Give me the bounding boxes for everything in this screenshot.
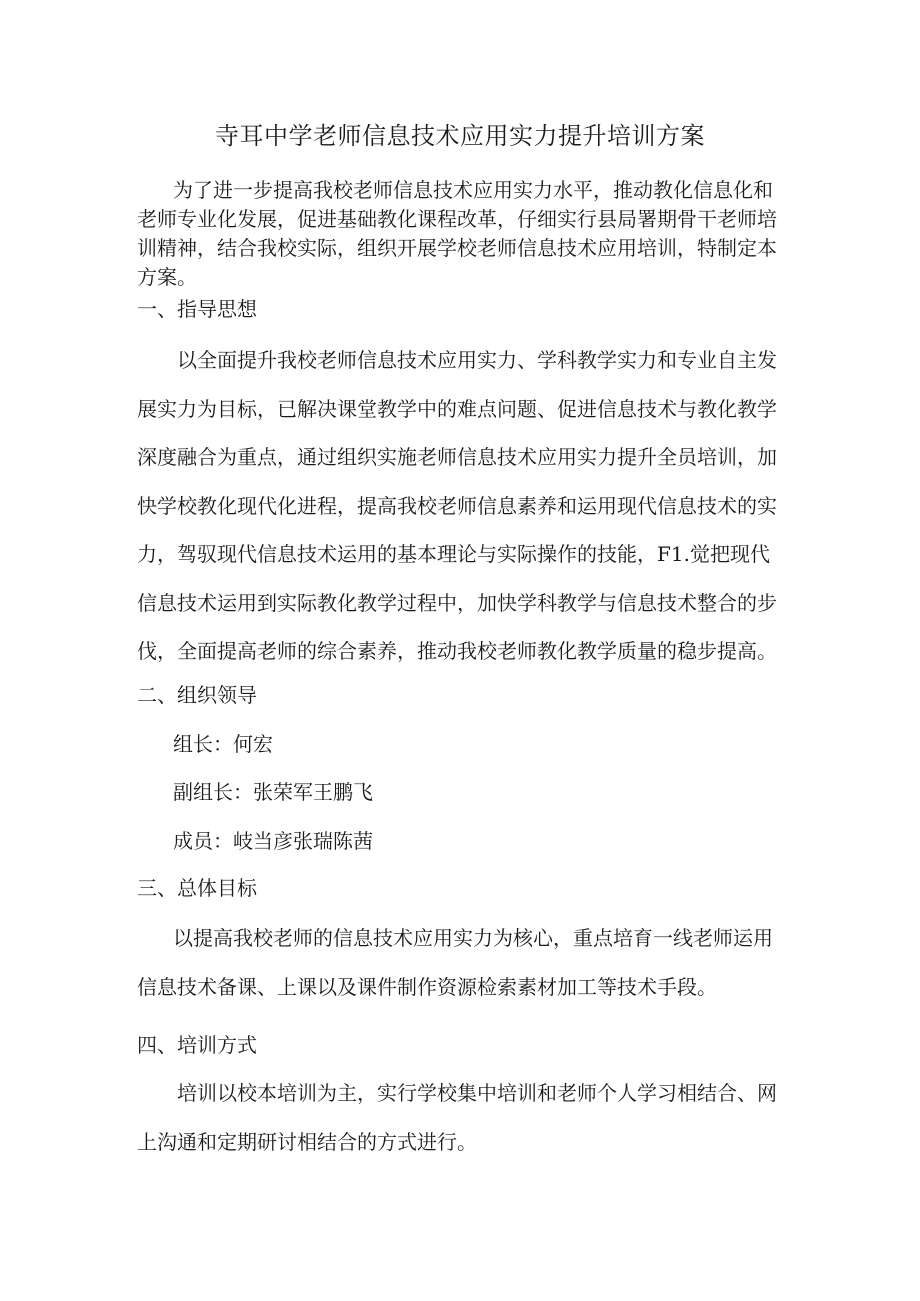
section-body-training-method: 培训以校本培训为主，实行学校集中培训和老师个人学习相结合、网上沟通和定期研讨相结合的方式进行。	[137, 1081, 777, 1154]
section-heading-overall-goal: 三、总体目标	[137, 876, 257, 900]
member-leader: 组长：何宏	[173, 732, 273, 756]
intro-paragraph: 为了进一步提高我校老师信息技术应用实力水平，推动教化信息化和老师专业化发展，促进基础教化课程改革，仔细实行县局署期骨干老师培训精神，结合我校实际，组织开展学校老师信息技术应用培训，特制定本方案。	[137, 178, 777, 289]
section-heading-training-method: 四、培训方式	[137, 1033, 257, 1057]
section-body-guiding-ideology: 以全面提升我校老师信息技术应用实力、学科教学实力和专业自主发展实力为目标，已解决课堂教学中的难点问题、促进信息技术与教化教学深度融合为重点，通过组织实施老师信息技术应用实力提升全员培训，加快学校教化现代化进程，提高我校老师信息素养和运用现代信息技术的实力，驾驭现代信息技术运用的基本理论与实际操作的技能，F1.觉把现代信息技术运用到实际教化教学过程中，加快学科教学与信息技术整合的步伐，全面提高老师的综合素养，推动我校老师教化教学质量的稳步提高。	[137, 348, 777, 663]
member-members: 成员：岐当彦张瑞陈茜	[173, 829, 373, 853]
section-heading-organization: 二、组织领导	[137, 683, 257, 707]
document-title: 寺耳中学老师信息技术应用实力提升培训方案	[215, 122, 705, 150]
member-deputy-leader: 副组长：张荣军王鹏飞	[173, 780, 373, 804]
section-heading-guiding-ideology: 一、指导思想	[137, 297, 257, 321]
section-body-overall-goal: 以提高我校老师的信息技术应用实力为核心，重点培育一线老师运用信息技术备课、上课以及课件制作资源检索素材加工等技术手段。	[137, 926, 773, 999]
